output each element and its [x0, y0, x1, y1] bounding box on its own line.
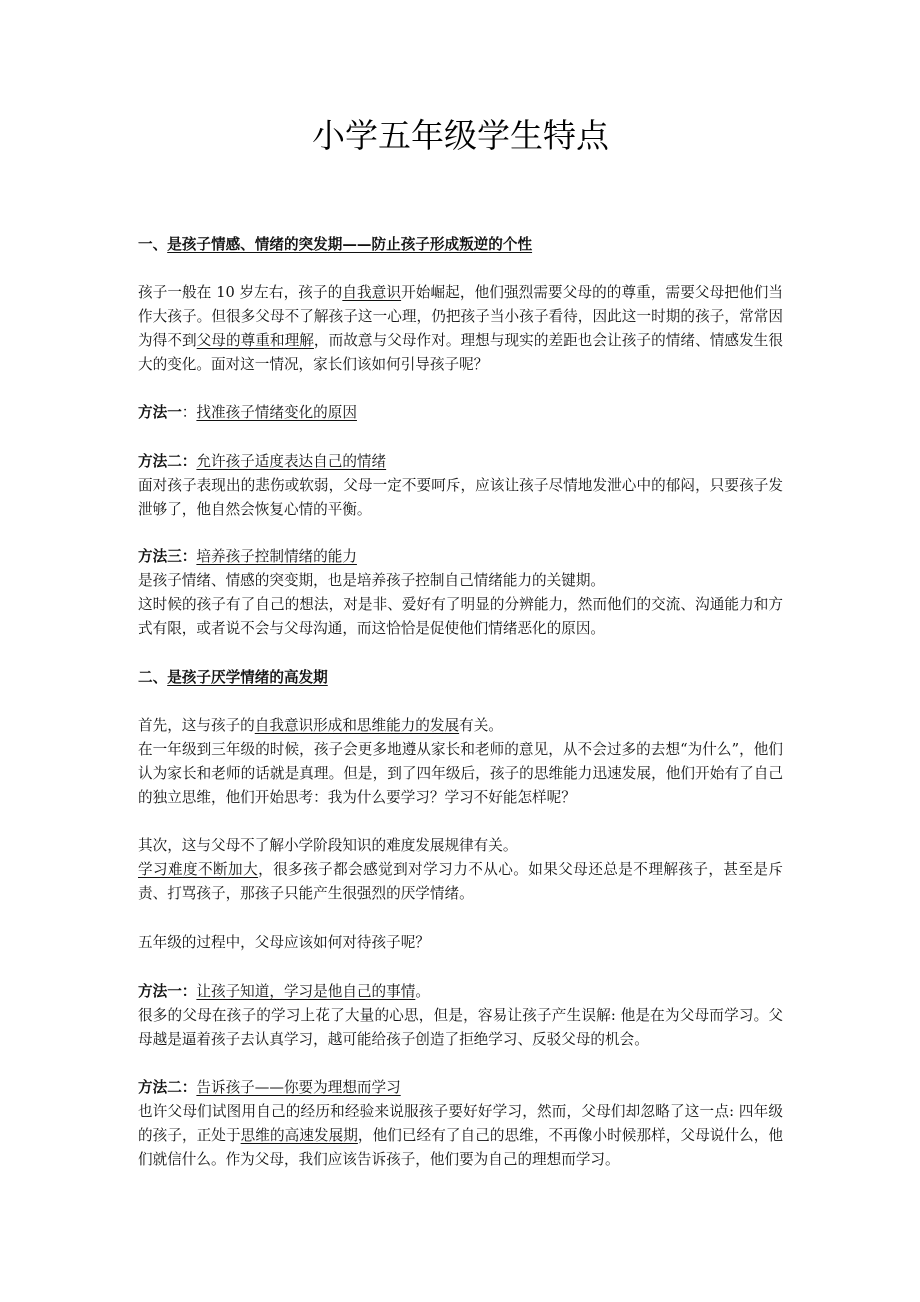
intro-text-c: ，而故意与父母作对。理想与现实的差距也会让孩子的情绪、情感发生很大的变化。面对这一情况，家长们该如何引导孩子呢？ — [138, 332, 783, 373]
s2-method-2 — [138, 1076, 783, 1172]
section-2-body-1 — [138, 714, 783, 810]
s1-method-1-title: 找准孩子情绪变化的原因 — [196, 404, 357, 421]
s2-method-1-end: 。 — [415, 983, 430, 1000]
s2-p1-underline: 自我意识形成和思维能力的发展 — [254, 717, 460, 734]
s2-p4-underline: 学习难度不断加大 — [138, 861, 259, 878]
s2-method-1 — [138, 980, 783, 1052]
s1-method-2-text: 面对孩子表现出的悲伤或软弱，父母一定不要呵斥，应该让孩子尽情地发泄心中的郁闷，只要孩子发泄够了，他自然会恢复心情的平衡。 — [138, 477, 783, 518]
s2-method-1-text: 很多的父母在孩子的学习上花了大量的心思，但是，容易让孩子产生误解: 他是在为父母而学习。父母越是逼着孩子去认真学习，越可能给孩子创造了拒绝学习、反驳父母的机会。 — [138, 1007, 783, 1048]
section-1-heading — [138, 233, 783, 257]
s1-method-1-label: 方法一 — [138, 404, 182, 421]
section-2-question — [138, 931, 783, 955]
s2-p1-text-b: 有关。 — [459, 717, 503, 734]
s1-method-2-title: 允许孩子适度表达自己的情绪 — [196, 453, 387, 470]
section-2-number: 二、 — [138, 669, 168, 686]
page-title: 小学五年级学生特点 — [312, 116, 609, 155]
s1-method-3-text-1: 是孩子情绪、情感的突变期，也是培养孩子控制自己情绪能力的关键期。 — [138, 572, 606, 589]
intro-text-a: 孩子一般在 10 岁左右，孩子的 — [138, 284, 343, 301]
s1-method-2-label: 方法二： — [138, 453, 197, 470]
s1-method-3-title: 培养孩子控制情绪的能力 — [196, 548, 357, 565]
intro-underline-respect: 父母的尊重和理解 — [196, 332, 314, 349]
s2-method-2-text-b: ，他们已经有了自己的思维，不再像小时候那样，父母说什么，他们就信什么。作为父母，我们应该告诉孩子，他们要为自己的理想而学习。 — [138, 1127, 783, 1168]
s2-method-2-title: 告诉孩子——你要为理想而学习 — [196, 1079, 401, 1096]
section-2-title: 是孩子厌学情绪的高发期 — [167, 669, 328, 686]
s1-method-2 — [138, 450, 783, 522]
s2-p2: 在一年级到三年级的时候，孩子会更多地遵从家长和老师的意见，从不会过多的去想“为什么”，他们认为家长和老师的话就是真理。但是，到了四年级后，孩子的思维能力迅速发展，他们开始有了自己的独立思维，他们开始思考：我为什么要学习？学习不好能怎样呢？ — [138, 741, 783, 806]
s2-method-1-title: 让孩子知道，学习是他自己的事情 — [196, 983, 416, 1000]
section-1-title: 是孩子情感、情绪的突发期——防止孩子形成叛逆的个性 — [167, 236, 533, 253]
intro-text-b: 开始崛起，他们强烈需要父母的的尊重，需要父母把他们当作大孩子。但很多父母不了解孩子这一心理，仍把孩子当小孩子看待，因此这一时期的孩子，常常因为得不到 — [138, 284, 783, 349]
s2-p4-text: ，很多孩子都会感觉到对学习力不从心。如果父母还总是不理解孩子，甚至是斥责、打骂孩子，那孩子只能产生很强烈的厌学情绪。 — [138, 861, 783, 902]
s1-method-1-colon: ： — [181, 404, 197, 421]
s2-method-1-label: 方法一： — [138, 983, 197, 1000]
section-2-body-2 — [138, 834, 783, 906]
section-2-heading — [138, 666, 783, 690]
s1-method-3-label: 方法三： — [138, 548, 197, 565]
s1-method-3-text-2: 这时候的孩子有了自己的想法，对是非、爱好有了明显的分辨能力，然而他们的交流、沟通能力和方式有限，或者说不会与父母沟通，而这恰恰是促使他们情绪恶化的原因。 — [138, 596, 783, 637]
section-1-number: 一、 — [138, 236, 168, 253]
s2-p1-text-a: 首先，这与孩子的 — [138, 717, 255, 734]
s2-p3: 其次，这与父母不了解小学阶段知识的难度发展规律有关。 — [138, 837, 518, 854]
s2-p5: 五年级的过程中，父母应该如何对待孩子呢？ — [138, 934, 430, 951]
s1-method-1 — [138, 401, 783, 425]
s2-method-2-label: 方法二： — [138, 1079, 197, 1096]
intro-underline-self-awareness: 自我意识 — [342, 284, 402, 301]
s2-method-2-underline: 思维的高速发展期 — [240, 1127, 358, 1144]
section-1-intro — [138, 281, 783, 377]
s2-method-2-text-a: 也许父母们试图用自己的经历和经验来说服孩子要好好学习，然而，父母们却忽略了这一点: 四年级的孩子，正处于 — [138, 1103, 783, 1144]
s1-method-3 — [138, 545, 783, 641]
